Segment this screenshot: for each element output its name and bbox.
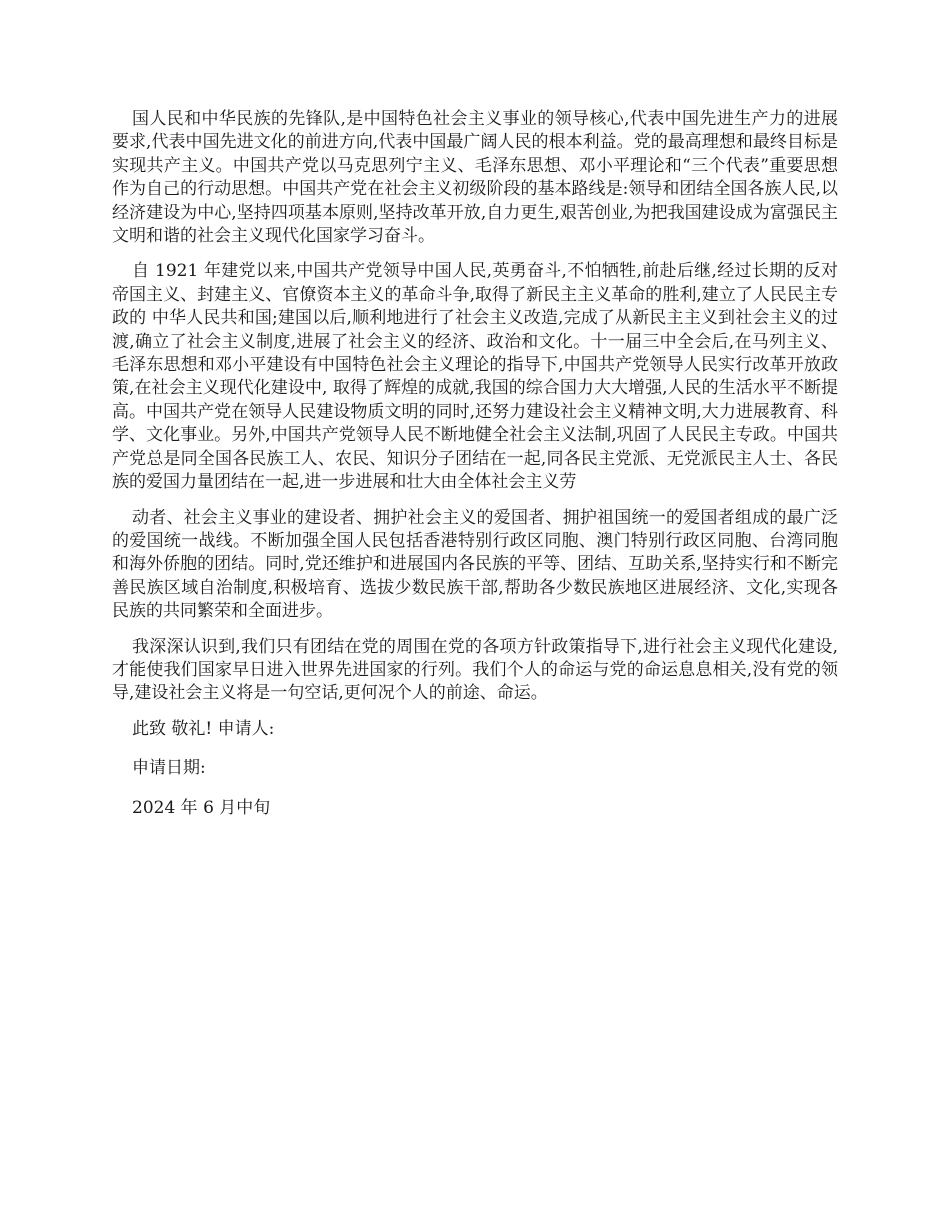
closing-salutation: 此致 敬礼! 申请人: <box>132 718 275 739</box>
paragraph-1: 国人民和中华民族的先锋队,是中国特色社会主义事业的领导核心,代表中国先进生产力的进展要求,代表中国先进文化的前进方向,代表中国最广阔人民的根本利益。党的最高理想和最终目标是实现共产主义。中国共产党以马克思列宁主义、毛泽东思想、邓小平理论和“三个代表”重要思想作为自己的行动思想。中国共产党在社会主义初级阶段的基本路线是:领导和团结全国各族人民,以经济建设为中心,坚持四项基本原则,坚持改革开放,自力更生,艰苦创业,为把我国建设成为富强民主文明和谐的社会主义现代化国家学习奋斗。 <box>112 109 838 247</box>
paragraph-3: 动者、社会主义事业的建设者、拥护社会主义的爱国者、拥护祖国统一的爱国者组成的最广泛的爱国统一战线。不断加强全国人民包括香港特别行政区同胞、澳门特别行政区同胞、台湾同胞和海外侨胞的团结。同时,党还维护和进展国内各民族的平等、团结、互助关系,坚持实行和不断完善民族区域自治制度,积极培育、选拔少数民族干部,帮助各少数民族地区进展经济、文化,实现各民族的共同繁荣和全面进步。 <box>112 507 838 622</box>
document-page <box>112 108 838 836</box>
paragraph-4: 我深深认识到,我们只有团结在党的周围在党的各项方针政策指导下,进行社会主义现代化建设,才能使我们国家早日进入世界先进国家的行列。我们个人的命运与党的命运息息相关,没有党的领导,建设社会主义将是一句空话,更何况个人的前途、命运。 <box>112 636 838 704</box>
paragraph-2: 自 1921 年建党以来,中国共产党领导中国人民,英勇奋斗,不怕牺牲,前赴后继,经过长期的反对帝国主义、封建主义、官僚资本主义的革命斗争,取得了新民主主义革命的胜利,建立了人民民主专政的 中华人民共和国;建国以后,顺利地进行了社会主义改造,完成了从新民主主义到社会主义的过渡,确立了社会主义制度,进展了社会主义的经济、政治和文化。十一届三中全会后,在马列主义、毛泽东思想和邓小平建设有中国特色社会主义理论的指导下,中国共产党领导人民实行改革开放政策,在社会主义现代化建设中, 取得了辉煌的成就,我国的综合国力大大增强,人民的生活水平不断提高。中国共产党在领导人民建设物质文明的同时,还努力建设社会主义精神文明,大力进展教育、科学、文化事业。另外,中国共产党领导人民不断地健全社会主义法制,巩固了人民民主专政。中国共产党总是同全国各民族工人、农民、知识分子团结在一起,同各民主党派、无党派民主人士、各民族的爱国力量团结在一起,进一步进展和壮大由全体社会主义劳 <box>112 261 838 493</box>
application-date-label: 申请日期: <box>132 758 206 779</box>
application-date-value: 2024 年 6 月中旬 <box>132 797 271 818</box>
